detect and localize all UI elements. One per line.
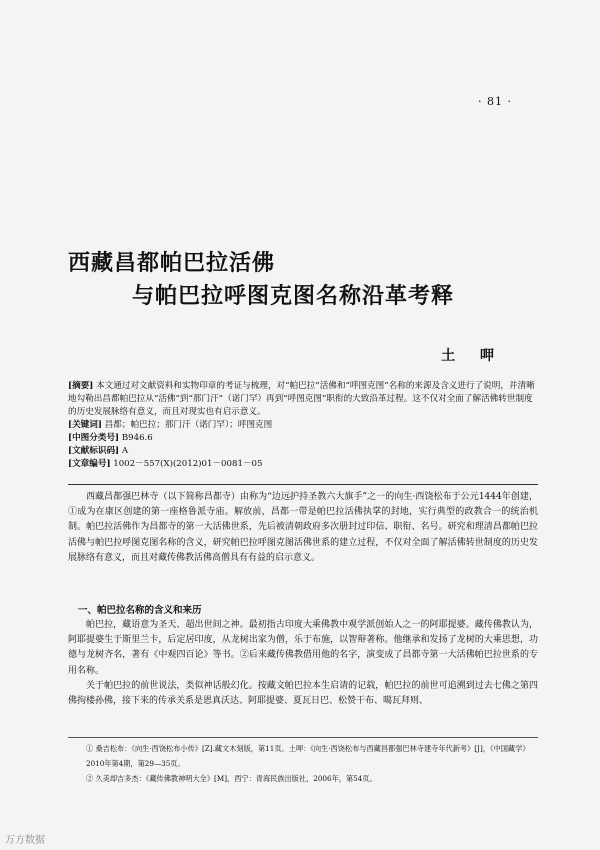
abstract-label: [摘要] bbox=[68, 381, 94, 391]
article-id-row bbox=[68, 458, 538, 471]
abstract-divider bbox=[68, 484, 538, 485]
clc-row bbox=[68, 432, 538, 445]
footnote-divider bbox=[68, 737, 538, 738]
clc-text: B946.6 bbox=[121, 433, 153, 443]
keywords-row bbox=[68, 419, 538, 432]
article-id-text: 1002－557(X)(2012)01－0081－05 bbox=[113, 459, 263, 469]
footnote-2: ② 久美却吉多杰：《藏传佛教神明大全》[M]，西宁：青海民族出版社，2006年，第54页。 bbox=[86, 774, 377, 783]
article-id-label: [文章编号] bbox=[68, 459, 111, 469]
author: 土 呷 bbox=[441, 348, 504, 364]
doc-code-text: A bbox=[121, 446, 129, 456]
keywords-text: 昌都；帕巴拉；那门汗（诺门罕）；呼图克图 bbox=[104, 420, 273, 430]
title-line-1: 西藏昌都帕巴拉活佛 bbox=[68, 250, 276, 276]
abstract-text: 本文通过对文献资料和实物印章的考证与梳理，对“帕巴拉”活佛和“呼图克图”名称的来源及含义进行了说明，并清晰地勾勒出昌都帕巴拉从“活佛”到“那门汗”（诺门罕）再到“呼图克图”职衔的大致沿革过程。这不仅对全面了解活佛转世制度的历史发展脉络有意义，而且对现实也有启示意义。 bbox=[68, 381, 535, 417]
title-line-2: 与帕巴拉呼图克图名称沿革考释 bbox=[132, 283, 455, 309]
section-1-heading: 一、帕巴拉名称的含义和来历 bbox=[78, 605, 202, 616]
article-title bbox=[68, 247, 454, 313]
intro-section bbox=[68, 490, 538, 566]
doc-code-row bbox=[68, 445, 538, 458]
doc-code-label: [文献标识码] bbox=[68, 446, 120, 456]
watermark: 万方数据 bbox=[5, 835, 45, 846]
abstract-block bbox=[68, 380, 538, 471]
clc-label: [中图分类号] bbox=[68, 433, 120, 443]
footnote-1: ① 桑吉松布：《向生·西饶松布小传》[Z].藏文木刻版，第11页。土呷：《向生·西饶松布与西藏昌都强巴林寺建寺年代新考》[J]，《中国藏学》2010年第4期，第29—35页。 bbox=[86, 744, 530, 768]
section-1-paragraph-2: 关于帕巴拉的前世说法，类似神话般幻化。按藏文帕巴拉本生启请的记载，帕巴拉的前世可追溯到过去七佛之第四佛拘楼孙佛，接下来的传承关系是恩真沃达、阿耶提婆、夏瓦日巴、松赞干布、噶瓦拜则、 bbox=[68, 680, 538, 707]
section-1-body bbox=[68, 618, 538, 709]
section-1-paragraph-1: 帕巴拉，藏语意为圣天、超出世间之神。最初指古印度大乘佛教中观学派创始人之一的阿耶提婆。藏传佛教认为，阿耶提婆生于斯里兰卡，后定居印度，从龙树出家为僧，乐于布施，以智辩著称。他继承和发扬了龙树的大乘思想，功德与龙树齐名，著有《中观四百论》等书。②后来藏传佛教借用他的名字，演变成了昌都寺第一大活佛帕巴拉世系的专用名称。 bbox=[68, 620, 538, 676]
footnotes bbox=[68, 741, 538, 786]
page-number: · 81 · bbox=[478, 95, 512, 108]
abstract bbox=[68, 380, 538, 419]
intro-paragraph: 西藏昌都强巴林寺（以下简称昌都寺）由称为“边远护持圣教六大旗手”之一的向生·西饶松布于公元1444年创建，①成为在康区创建的第一座格鲁派寺庙。解放前，昌都一带是帕巴拉活佛执掌的封地，实行典型的政教合一的统治机制。帕巴拉活佛作为昌都寺的第一大活佛世系，先后被清朝政府多次册封过印信、职衔、名号。研究和理清昌都帕巴拉活佛与帕巴拉呼图克图名称的含义，研究帕巴拉呼图克图活佛世系的建立过程，不仅对全面了解活佛转世制度的历史发展脉络有意义，而且对藏传佛教活佛高僧具有有益的启示意义。 bbox=[68, 492, 538, 563]
keywords-label: [关键词] bbox=[68, 420, 102, 430]
